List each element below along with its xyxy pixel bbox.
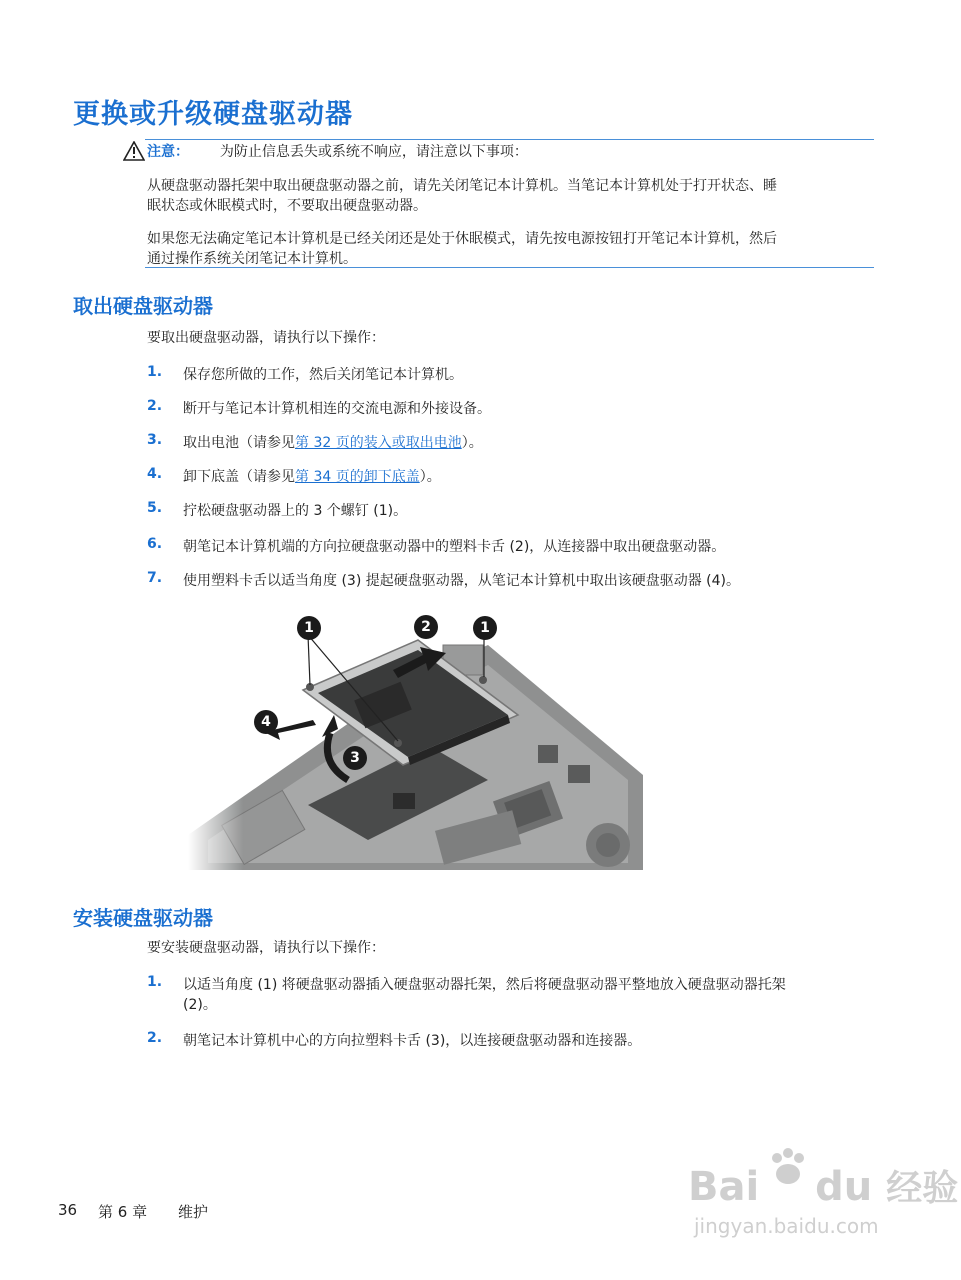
note-para1-line1: 从硬盘驱动器托架中取出硬盘驱动器之前，请先关闭笔记本计算机。当笔记本计算机处于打开状态、睡 — [147, 178, 777, 194]
step-text: ）。 — [419, 469, 441, 485]
page-number: 36 — [58, 1201, 78, 1219]
watermark-url: jingyan.baidu.com — [694, 1214, 879, 1238]
step-number: 4. — [147, 466, 163, 482]
remove-intro: 要取出硬盘驱动器，请执行以下操作： — [147, 330, 385, 346]
chapter-label: 第 6 章 — [98, 1203, 148, 1221]
watermark-brand: Bai — [688, 1164, 760, 1210]
watermark-brand-2: du — [815, 1164, 873, 1210]
step-text: ）。 — [461, 435, 483, 451]
note-para1-line2: 眠状态或休眠模式时，不要取出硬盘驱动器。 — [147, 198, 427, 214]
remove-step-2: 断开与笔记本计算机相连的交流电源和外接设备。 — [183, 401, 491, 417]
battery-link[interactable]: 第 32 页的装入或取出电池 — [295, 435, 462, 451]
note-para2-line2: 通过操作系统关闭笔记本计算机。 — [147, 251, 357, 267]
note-bottom-rule — [145, 267, 874, 268]
remove-step-7: 使用塑料卡舌以适当角度 (3) 提起硬盘驱动器，从笔记本计算机中取出该硬盘驱动器 (4)。 — [183, 573, 741, 589]
page-title: 更换或升级硬盘驱动器 — [73, 99, 353, 130]
step-number: 2. — [147, 1030, 163, 1046]
remove-step-3 — [183, 432, 483, 452]
step-number: 3. — [147, 432, 163, 448]
install-step-2: 朝笔记本计算机中心的方向拉塑料卡舌 (3)，以连接硬盘驱动器和连接器。 — [183, 1033, 642, 1049]
paw-icon — [766, 1146, 810, 1200]
note-header — [147, 140, 528, 164]
step-number: 2. — [147, 398, 163, 414]
install-step-1-line2: (2)。 — [183, 997, 217, 1013]
note-para2-line1: 如果您无法确定笔记本计算机是已经关闭还是处于休眠模式，请先按电源按钮打开笔记本计算机，然后 — [147, 231, 777, 247]
remove-heading: 取出硬盘驱动器 — [73, 294, 213, 318]
remove-step-6: 朝笔记本计算机端的方向拉硬盘驱动器中的塑料卡舌 (2)，从连接器中取出硬盘驱动器。 — [183, 539, 726, 555]
step-number: 5. — [147, 500, 163, 516]
install-step-1-line1: 以适当角度 (1) 将硬盘驱动器插入硬盘驱动器托架，然后将硬盘驱动器平整地放入硬盘驱动器托架 — [183, 977, 786, 993]
step-number: 1. — [147, 364, 163, 380]
step-number: 6. — [147, 536, 163, 552]
install-intro: 要安装硬盘驱动器，请执行以下操作： — [147, 940, 385, 956]
section-label: 维护 — [178, 1203, 209, 1221]
note-text: 为防止信息丢失或系统不响应，请注意以下事项： — [219, 144, 528, 160]
warning-icon — [123, 141, 145, 165]
hard-drive-removal-illustration — [188, 605, 648, 874]
callout-2: 2 — [414, 615, 438, 639]
install-heading: 安装硬盘驱动器 — [73, 906, 213, 930]
watermark-cn: 经验 — [886, 1168, 959, 1209]
callout-4: 4 — [254, 710, 278, 734]
remove-step-4 — [183, 466, 441, 486]
bottom-cover-link[interactable]: 第 34 页的卸下底盖 — [295, 469, 420, 485]
remove-step-5: 拧松硬盘驱动器上的 3 个螺钉 (1)。 — [183, 503, 408, 519]
callout-3: 3 — [343, 746, 367, 770]
step-number: 7. — [147, 570, 163, 586]
step-text: 取出电池（请参见 — [183, 435, 295, 451]
note-label: 注意： — [147, 144, 189, 160]
baidu-watermark — [688, 1160, 958, 1211]
remove-step-1: 保存您所做的工作，然后关闭笔记本计算机。 — [183, 367, 463, 383]
callout-1: 1 — [297, 616, 321, 640]
step-number: 1. — [147, 974, 163, 990]
callout-1: 1 — [473, 616, 497, 640]
step-text: 卸下底盖（请参见 — [183, 469, 295, 485]
